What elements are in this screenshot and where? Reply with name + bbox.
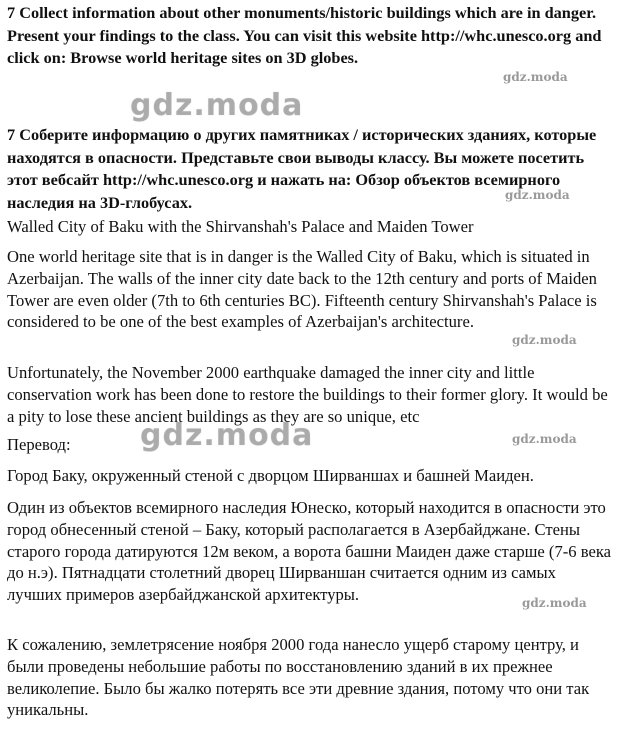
watermark-large-middle: gdz.moda	[140, 418, 314, 453]
watermark-small-4: gdz.moda	[512, 432, 577, 446]
task-heading-ru: 7 Соберите информацию о других памятниках / исторических зданиях, которые находятся в опасности. Представьте свои выводы классу. Вы можете посетить этот вебсайт http://whc.unesco.org и нажать на: Обзор объектов всемирного наследия на 3D-глобусах.	[7, 125, 597, 212]
answer-paragraph-en-2: Unfortunately, the November 2000 earthquake damaged the inner city and little conservation work has been done to restore the buildings to their former glory. It would be a pity to lose these ancient buildings as they are so unique, etc	[7, 363, 608, 426]
task-heading-en: 7 Collect information about other monuments/historic buildings which are in danger. Present your findings to the class. You can visit this website http://whc.unesco.org and click on: Browse world heritage sites on 3D globes.	[7, 3, 602, 67]
watermark-large-top: gdz.moda	[130, 88, 304, 123]
answer-paragraph-ru-2: К сожалению, землетрясение ноября 2000 года нанесло ущерб старому центру, и были проведены небольшие работы по восстановлению зданий в их прежнее великолепие. Было бы жалко потерять все эти древние здания, потому что они так уникальны.	[7, 635, 590, 720]
watermark-small-5: gdz.moda	[522, 596, 587, 610]
answer-title-ru: Город Баку, окруженный стеной с дворцом Ширваншах и башней Маиден.	[7, 466, 534, 485]
translation-label: Перевод:	[7, 435, 71, 454]
answer-paragraph-ru-1: Один из объектов всемирного наследия Юнеско, который находится в опасности это город обнесенный стеной – Баку, который располагается в Азербайджане. Стены старого города датируются 12м веком, а ворота башни Маиден даже старше (7-6 века до н.э). Пятнадцати столетний дворец Ширваншан считается одним из самых лучших примеров азербайджанской архитектуры.	[7, 498, 612, 605]
answer-title-en: Walled City of Baku with the Shirvanshah's Palace and Maiden Tower	[7, 217, 474, 236]
watermark-small-3: gdz.moda	[512, 333, 577, 347]
watermark-small-2: gdz.moda	[505, 188, 570, 202]
answer-paragraph-en-1: One world heritage site that is in danger is the Walled City of Baku, which is situated in Azerbaijan. The walls of the inner city date back to the 12th century and ports of Maiden Tower are even older (7th to 6th centuries BC). Fifteenth century Shirvanshah's Palace is considered to be one of the best examples of Azerbaijan's architecture.	[7, 247, 597, 332]
watermark-small-1: gdz.moda	[503, 70, 568, 84]
